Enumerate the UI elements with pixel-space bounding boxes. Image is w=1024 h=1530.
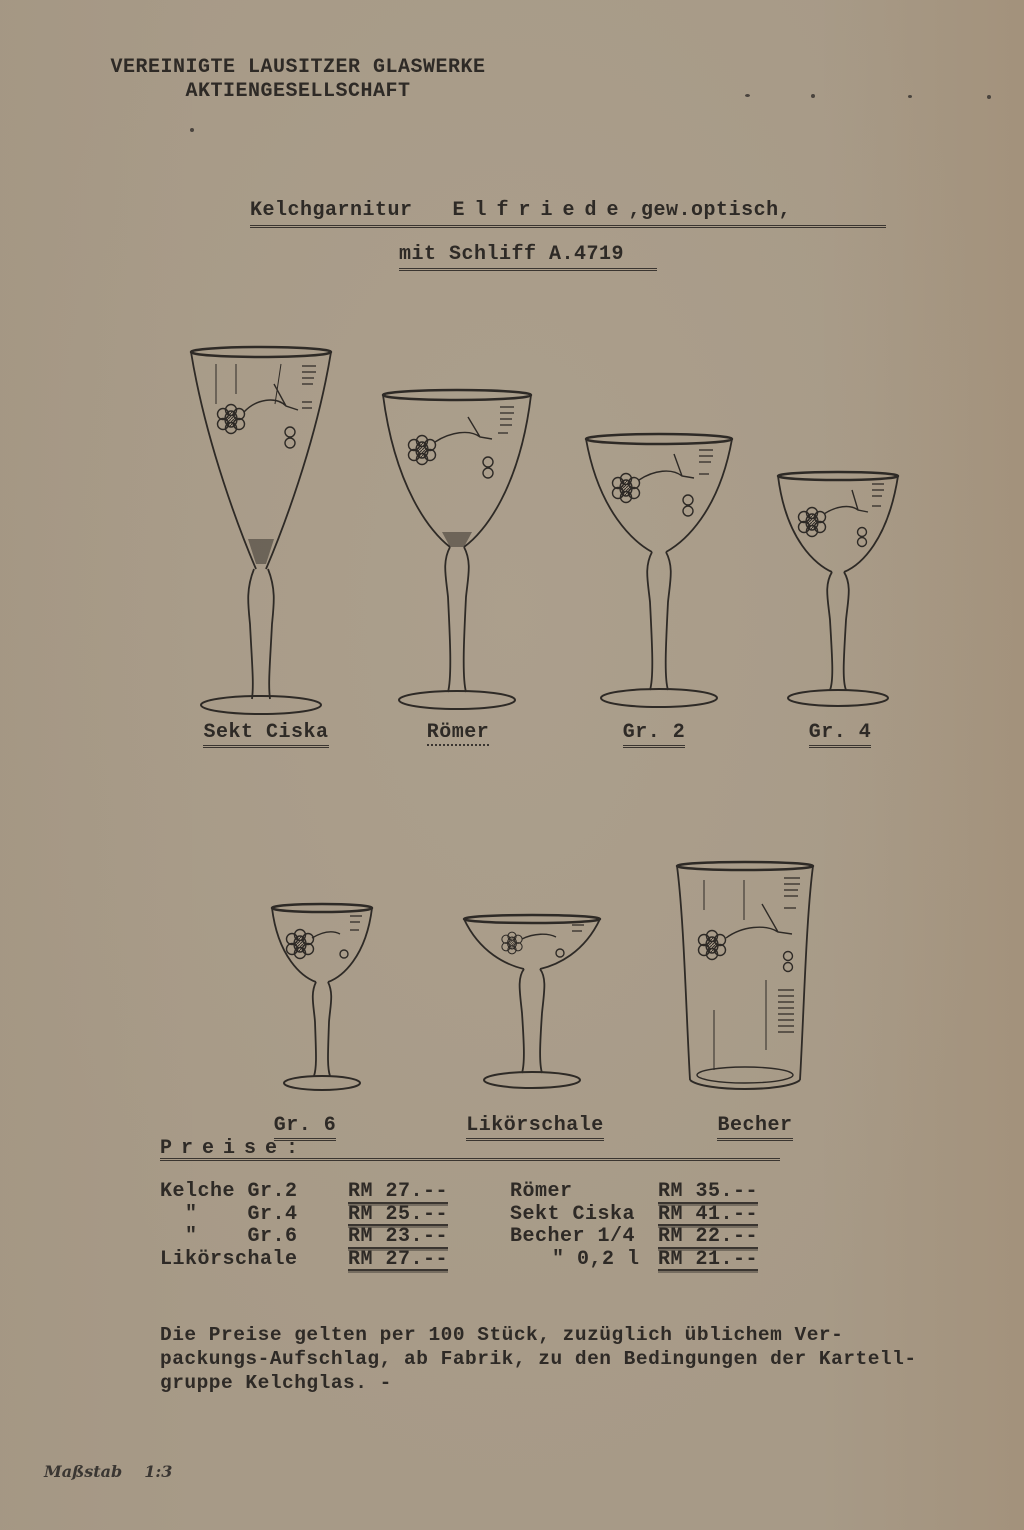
price-row (160, 1181, 448, 1204)
glass-roemer-illustration (380, 387, 535, 717)
scan-speck (811, 94, 815, 98)
scale-label: Maßstab (44, 1462, 123, 1481)
page-title (250, 199, 791, 222)
terms-line: Die Preise gelten per 100 Stück, zuzüglich üblichem Ver- (160, 1324, 844, 1346)
price-value: RM 35.-- (658, 1180, 759, 1203)
price-row (160, 1249, 448, 1272)
terms-line: gruppe Kelchglas. - (160, 1372, 392, 1394)
price-item: " Gr.4 (160, 1202, 311, 1226)
price-item: Likörschale (160, 1247, 311, 1271)
price-item: Kelche Gr.2 (160, 1180, 311, 1203)
prices-heading: Preise: (160, 1137, 308, 1160)
page-subtitle: mit Schliff A.4719 (399, 243, 625, 266)
title-underline (250, 225, 886, 228)
price-row (510, 1181, 758, 1204)
scan-speck (908, 95, 912, 98)
terms-note (160, 1323, 1000, 1395)
company-name: VEREINIGTE LAUSITZER GLASWERKE (110, 56, 486, 79)
label-gr4: Gr. 4 (770, 721, 910, 744)
price-value: RM 23.-- (348, 1225, 449, 1248)
company-header (88, 56, 508, 104)
price-value: RM 22.-- (658, 1225, 759, 1248)
title-prefix: Kelchgarnitur (250, 199, 413, 222)
label-becher: Becher (690, 1114, 820, 1137)
label-roemer: Römer (426, 721, 490, 744)
price-row (160, 1204, 448, 1227)
scale-ratio: 1:3 (144, 1462, 173, 1481)
title-suffix: ,gew.optisch, (628, 199, 792, 222)
scan-speck (987, 95, 991, 99)
price-value: RM 27.-- (348, 1180, 449, 1203)
price-list-left (160, 1181, 448, 1271)
price-item: Sekt Ciska (510, 1202, 648, 1226)
label-likoerschale: Likörschale (450, 1114, 620, 1137)
price-value: RM 27.-- (348, 1247, 449, 1271)
glass-likoerschale-illustration (462, 913, 602, 1093)
price-value: RM 41.-- (658, 1202, 759, 1226)
label-gr2: Gr. 2 (584, 721, 724, 744)
glass-gr2-illustration (584, 432, 734, 717)
price-value: RM 21.-- (658, 1247, 759, 1271)
scale-note (44, 1462, 172, 1481)
scan-speck (190, 128, 194, 132)
price-item: " 0,2 l (526, 1247, 652, 1271)
label-gr6: Gr. 6 (240, 1114, 370, 1137)
price-row (510, 1226, 758, 1249)
price-item: Becher 1/4 (510, 1225, 648, 1248)
glass-gr4-illustration (776, 470, 901, 715)
scan-speck (745, 94, 750, 97)
prices-heading-rule (160, 1158, 780, 1161)
price-row (160, 1226, 448, 1249)
terms-line: packungs-Aufschlag, ab Fabrik, zu den Bedingungen der Kartell- (160, 1348, 917, 1370)
company-type: AKTIENGESELLSCHAFT (185, 80, 411, 103)
price-item: " Gr.6 (160, 1225, 311, 1248)
price-value: RM 25.-- (348, 1202, 449, 1226)
price-row (510, 1249, 758, 1272)
label-sekt-ciska: Sekt Ciska (196, 721, 336, 744)
price-row (510, 1204, 758, 1227)
title-product-name: Elfriede (452, 199, 629, 222)
glass-becher-illustration (674, 860, 816, 1100)
subtitle-underline (399, 268, 657, 271)
price-list-right (510, 1181, 758, 1271)
price-item: Römer (510, 1180, 661, 1203)
glass-gr6-illustration (270, 902, 374, 1097)
glass-sekt-ciska-illustration (186, 344, 336, 719)
